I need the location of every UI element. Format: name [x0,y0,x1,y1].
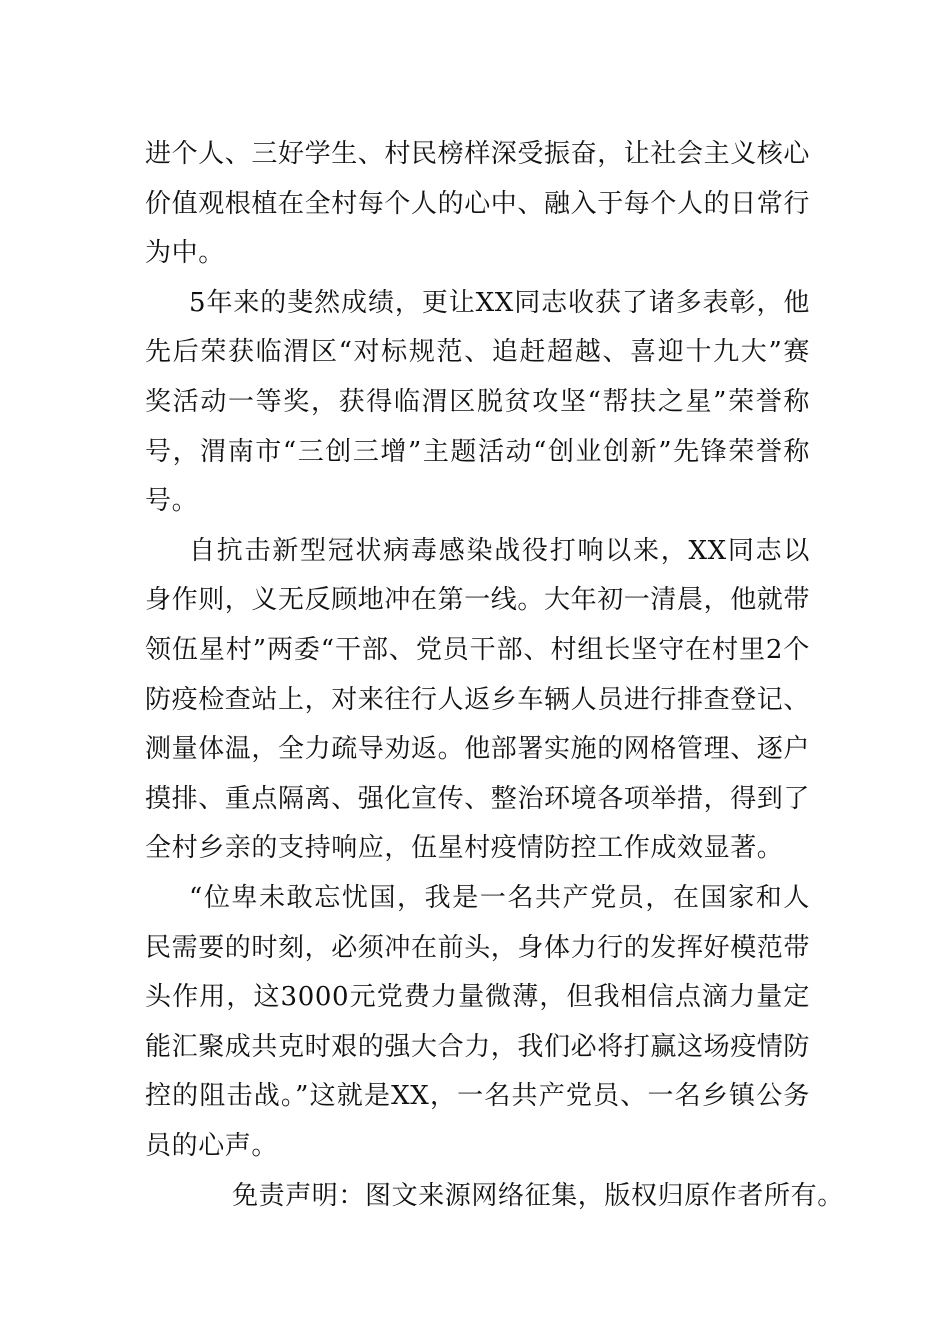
paragraph-2: 5年来的斐然成绩，更让XX同志收获了诸多表彰，他先后荣获临渭区“对标规范、追赶超越、喜迎十九大”赛奖活动一等奖，获得临渭区脱贫攻坚“帮扶之星”荣誉称号，渭南市“三创三增”主题活动“创业创新”先锋荣誉称号。 [145,287,810,517]
paragraph-4: “位卑未敢忘忧国，我是一名共产党员，在国家和人民需要的时刻，必须冲在前头，身体力行的发挥好模范带头作用，这3000元党费力量微薄，但我相信点滴力量定能汇聚成共克时艰的强大合力，我们必将打赢这场疫情防控的阻击战。”这就是XX，一名共产党员、一名乡镇公务员的心声。 [145,882,811,1161]
paragraph-3: 自抗击新型冠状病毒感染战役打响以来，XX同志以身作则，义无反顾地冲在第一线。大年初一清晨，他就带领伍星村”两委“干部、党员干部、村组长坚守在村里2个防疫检查站上，对来往行人返乡车辆人员进行排查登记、测量体温，全力疏导劝返。他部署实施的网格管理、逐户摸排、重点隔离、强化宣传、整治环境各项举措，得到了全村乡亲的支持响应，伍星村疫情防控工作成效显著。 [145,535,811,864]
document-body [145,130,810,1171]
disclaimer: 免责声明：图文来源网络征集，版权归原作者所有。 [232,1181,844,1211]
paragraph-1: 进个人、三好学生、村民榜样深受振奋，让社会主义核心价值观根植在全村每个人的心中、融入于每个人的日常行为中。 [145,139,811,269]
